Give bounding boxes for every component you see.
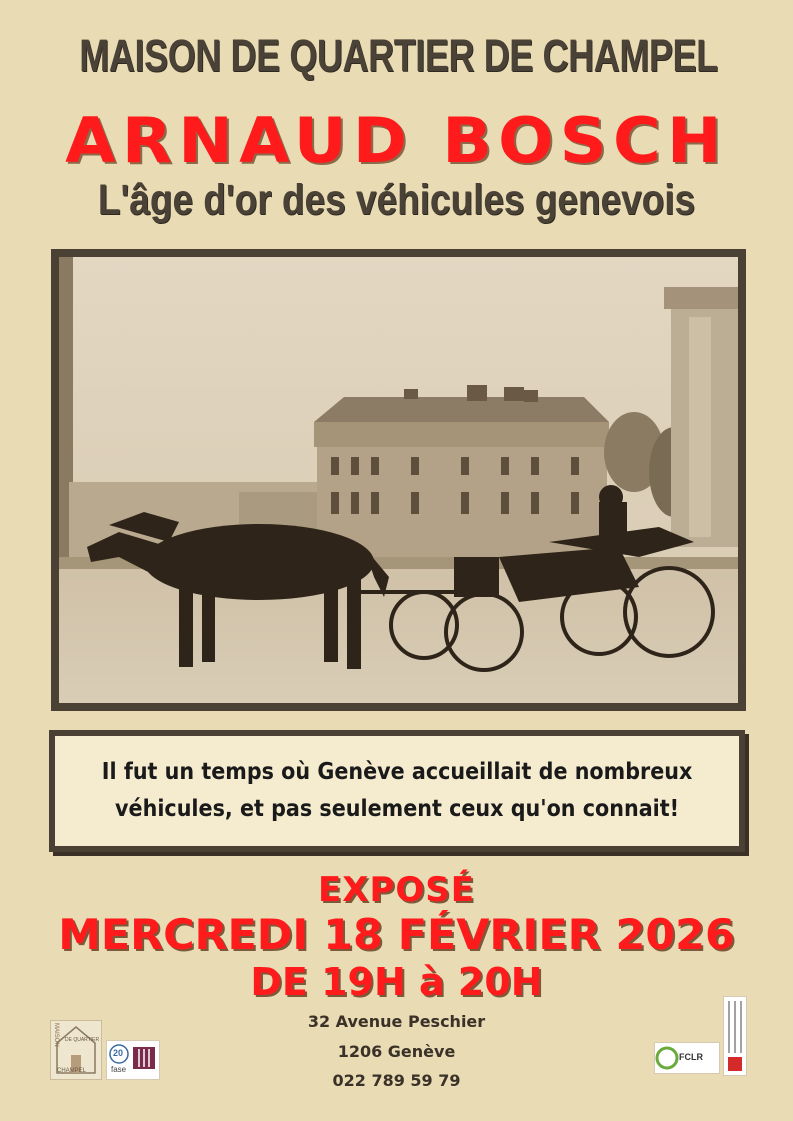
description-line-1: Il fut un temps où Genève accueillait de nombreux (101, 759, 693, 785)
fclr-logo (654, 1042, 720, 1074)
badge-emblem-icon (724, 997, 746, 1075)
address-phone: 022 789 59 79 (332, 1071, 461, 1090)
event-date: MERCREDI 18 FÉVRIER 2026 (58, 910, 735, 959)
fase-logo (106, 1040, 160, 1080)
artist-name: ARNAUD BOSCH (65, 104, 728, 177)
description-line-2: véhicules, et pas seulement ceux qu'on connait! (114, 796, 680, 822)
fase-logo-number: 20 (113, 1048, 124, 1058)
horse-carriage-photo (59, 257, 738, 703)
maison-logo-subtext: DE QUARTIER (65, 1037, 100, 1043)
description-box (49, 730, 745, 852)
venue-title: MAISON DE QUARTIER DE CHAMPEL (79, 30, 718, 81)
event-type: EXPOSÉ (318, 870, 475, 910)
address-street: 32 Avenue Peschier (307, 1012, 486, 1031)
fase-logo-name: fase (111, 1065, 127, 1074)
fclr-logo-name: FCLR (679, 1052, 703, 1062)
maison-de-quartier-logo (50, 1020, 102, 1080)
address-city: 1206 Genève (337, 1042, 456, 1061)
photo-frame (51, 249, 746, 711)
event-time: DE 19H à 20H (250, 960, 543, 1004)
maison-logo-text: MAISON (53, 1023, 59, 1047)
maison-logo-place: CHAMPEL (57, 1068, 87, 1074)
exhibition-subtitle: L'âge d'or des véhicules genevois (97, 176, 696, 224)
vertical-badge-logo (723, 996, 747, 1076)
